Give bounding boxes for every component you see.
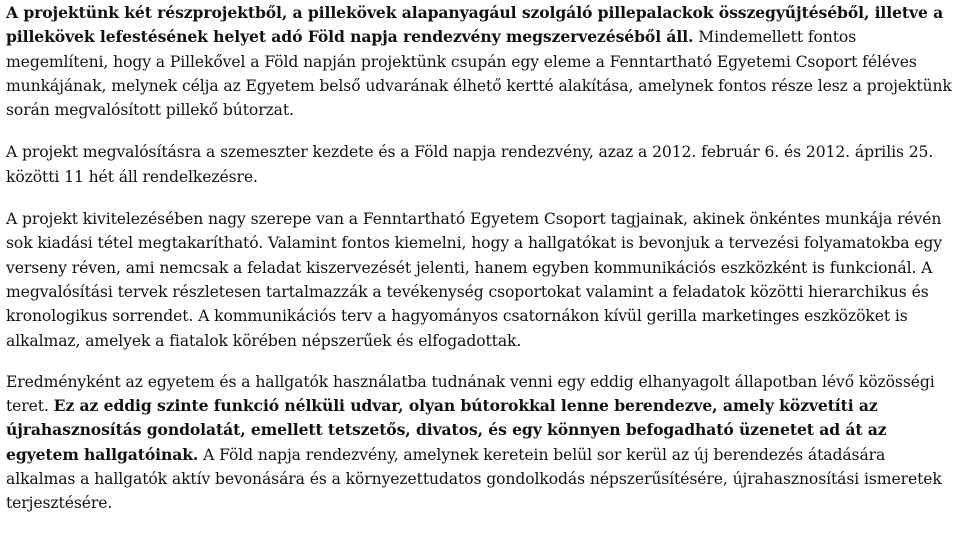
paragraph-timeline	[6, 140, 954, 189]
paragraph-bold-middle: Ez az eddig szinte funkció nélküli udvar, olyan bútorokkal lenne berendezve, amely közvetíti az újrahasznosítás gondolatát, emellett tetszetős, divatos, és egy könnyen befogadható üzenetet ad át az egyetem hallgatóinak.	[6, 396, 887, 464]
paragraph-bold-intro: A projektünk két részprojektből, a pillekövek alapanyagául szolgáló pillepalackok összegyűjtéséből, illetve a pillekövek lefestésének helyet adó Föld napja rendezvény megszervezéséből áll.	[6, 3, 944, 47]
paragraph-spacer	[6, 353, 954, 370]
paragraph-results	[6, 370, 954, 516]
paragraph-text: A projekt kivitelezésében nagy szerepe van a Fenntartható Egyetem Csoport tagjainak, akinek önkéntes munkája révén sok kiadási tétel megtakarítható. Valamint fontos kiemelni, hogy a hallgatókat is bevonjuk a tervezési folyamatokba egy verseny réven, ami nemcsak a feladat kiszervezését jelenti, hanem egyben kommunikációs eszközként is funkcionál. A megvalósítási tervek részletesen tartalmazzák a tevékenység csoportokat valamint a feladatok közötti hierarchikus és kronologikus sorrendet. A kommunikációs terv a hagyományos csatornákon kívül gerilla marketinges eszközöket is alkalmaz, amelyek a fiatalok körében népszerűek és elfogadottak.	[6, 210, 942, 350]
paragraph-text: Mindemellett fontos megemlíteni, hogy a Pillekővel a Föld napján projektünk csupán egy eleme a Fenntartható Egyetemi Csoport féléves munkájának, melynek célja az Egyetem belső udvarának élhető kertté alakítása, amelynek fontos része lesz a projektünk során megvalósított pillekő bútorzat.	[6, 28, 952, 120]
paragraph-text: A projekt megvalósításra a szemeszter kezdete és a Föld napja rendezvény, azaz a 2012. február 6. és 2012. április 25. közötti 11 hét áll rendelkezésre.	[6, 143, 934, 186]
paragraph-spacer	[6, 189, 954, 207]
paragraph-implementation	[6, 207, 954, 353]
paragraph-spacer	[6, 122, 954, 140]
paragraph-text-before: Eredményként az egyetem és a hallgatók használatba tudnának venni egy eddig elhanyagolt állapotban lévő közösségi teret.	[6, 372, 935, 416]
paragraph-project-summary	[6, 1, 954, 122]
paragraph-text-after: A Föld napja rendezvény, amelynek keretein belül sor kerül az új berendezés átadására alkalmas a hallgatók aktív bevonására és a környezettudatos gondolkodás népszerűsítésére, újrahasznosítási ismeretek terjesztésére.	[6, 445, 942, 513]
